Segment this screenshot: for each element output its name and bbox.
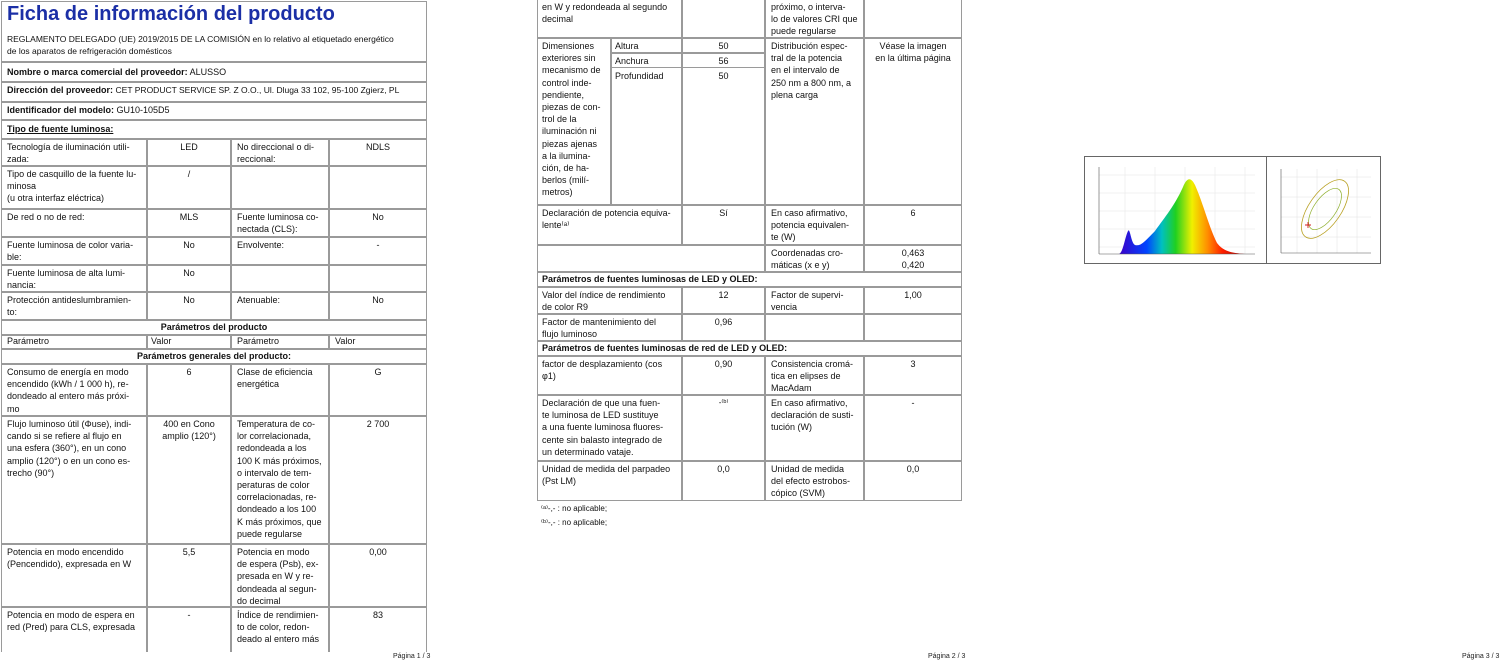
depth-label: Profundidad [615, 71, 664, 81]
macadam-ellipse-inner [1302, 183, 1348, 235]
page-2 [500, 0, 1000, 664]
cell [682, 0, 765, 38]
page-number: Página 3 / 3 [1462, 653, 1500, 660]
lumen-maintenance-label: Factor de mantenimiento del flujo luminoso [542, 317, 657, 340]
col-header-value-2: Valor [335, 336, 356, 346]
ellipse-chart-svg [1267, 157, 1380, 263]
on-mode-power-label: Potencia en modo encendido (Pencendido), expresada en W [7, 547, 132, 570]
supplier-name-line [7, 66, 425, 78]
chromaticity-label: Coordenadas cro- máticas (x e y) [771, 248, 844, 271]
envelope-label: Envolvente: [237, 240, 285, 250]
depth-value: 50 [718, 71, 729, 81]
flicker-label: Unidad de medida del parpadeo (Pst LM) [542, 464, 671, 487]
regulation-text: REGLAMENTO DELEGADO (UE) 2019/2015 DE LA COMISIÓN en lo relativo al etiquetado energético de los aparatos de refrigeración domésticos [7, 34, 394, 57]
svm-value: 0,0 [906, 464, 920, 474]
mains-label: De red o no de red: [7, 212, 85, 222]
spectral-distribution-label: Distribución espec- tral de la potencia en el intervalo de 250 nm a 800 nm, a plena carga [771, 41, 852, 100]
equivalent-power-value: 6 [910, 208, 916, 218]
on-mode-power-value: 5,5 [182, 547, 196, 557]
height-label: Altura [615, 41, 639, 51]
network-standby-label: Potencia en modo de espera en red (Pred) para CLS, expresada [7, 610, 136, 633]
cls-value: No [372, 212, 384, 222]
cap-type-value: / [187, 169, 191, 179]
cell [329, 265, 427, 292]
energy-consumption-value: 6 [186, 367, 192, 377]
macadam-value: 3 [910, 359, 916, 369]
dimensions-label: Dimensiones exteriores sin mecanismo de control inde- pendiente, piezas de con- trol de la iluminación ni piezas ajenas a la ilumina- ción, de ha- berlos (milí- metros) [542, 41, 601, 198]
ellipse-grid [1281, 169, 1371, 253]
supplier-address-line [7, 84, 425, 96]
col-header-param-2: Parámetro [237, 336, 280, 346]
standby-power-label: Potencia en modo de espera (Psb), ex- presada en W y re- dondeada al segun- do decimal [237, 547, 319, 606]
col-header-param: Parámetro [7, 336, 50, 346]
lighting-tech-label: Tecnología de iluminación utili- zada: [7, 142, 130, 165]
chromaticity-value: 0,463 0,420 [901, 248, 925, 271]
energy-consumption-label: Consumo de energía en modo encendido (kWh / 1 000 h), re- dondeado al entero más próxi- mo [7, 367, 130, 414]
mains-led-header: Parámetros de fuentes luminosas de red de LED y OLED: [542, 343, 788, 353]
macadam-label: Consistencia cromá- tica en elipses de MacAdam [771, 359, 854, 394]
colour-tunable-value: No [183, 240, 195, 250]
model-id-label: Identificador del modelo: [7, 105, 115, 115]
supplier-address-label: Dirección del proveedor: [7, 85, 114, 95]
equivalent-power-label: En caso afirmativo, potencia equivalen- te (W) [771, 208, 850, 243]
cap-type-label: Tipo de casquillo de la fuente lu- minosa (u otra interfaz eléctrica) [7, 169, 137, 204]
envelope-value: - [376, 240, 380, 250]
continued-cri-label: próximo, o interva- lo de valores CRI que puede regularse [771, 2, 858, 37]
page-title: Ficha de información del producto [7, 3, 335, 25]
spectral-curve [1119, 179, 1245, 254]
page-number: Página 1 / 3 [393, 653, 431, 660]
model-id-value: GU10-105D5 [116, 105, 170, 115]
ndls-value: NDLS [365, 142, 390, 152]
footnote-b: ⁽ᵇ⁾-,- : no aplicable; [541, 518, 608, 527]
displacement-factor-label: factor de desplazamiento (cos φ1) [542, 359, 663, 382]
spectral-distribution-chart [1084, 156, 1267, 264]
cell [537, 245, 765, 272]
height-value: 50 [718, 41, 729, 51]
cell [329, 416, 427, 544]
retrofit-claim-label: Declaración de que una fuen- te luminosa de LED sustituye a una fuente luminosa fluores- cente sin balasto integrado de un determinado vataje. [542, 398, 664, 457]
equivalent-power-claim-label: Declaración de potencia equiva- lente⁽ᵃ⁾ [542, 208, 671, 231]
dimmable-label: Atenuable: [237, 295, 281, 305]
supplier-address-value: CET PRODUCT SERVICE SP. Z O.O., Ul. Dluga 33 102, 95-100 Zgierz, PL [115, 85, 400, 95]
flicker-value: 0,0 [717, 464, 730, 474]
model-id-line [7, 104, 425, 116]
spectral-chart-svg [1085, 157, 1266, 263]
cct-label: Temperatura de co- lor correlacionada, redondeada a los 100 K más próximos, o intervalo de tem- peraturas de color correlacionadas, re- dondeado a los 100 K más próximos, que puede regularse [237, 419, 322, 539]
energy-class-label: Clase de eficiencia energética [237, 367, 313, 390]
colour-tunable-label: Fuente luminosa de color varia- ble: [7, 240, 134, 263]
high-luminance-value: No [183, 268, 195, 278]
cell [765, 314, 864, 341]
survival-label: Factor de supervi- vencia [771, 290, 844, 313]
product-params-header: Parámetros del producto [160, 322, 268, 332]
useful-flux-value: 400 en Cono amplio (120°) [162, 419, 216, 442]
col-header-value: Valor [151, 336, 172, 346]
width-value: 56 [718, 56, 729, 66]
anti-glare-value: No [183, 295, 195, 305]
r9-value: 12 [718, 290, 729, 300]
general-params-header: Parámetros generales del producto: [136, 351, 292, 361]
cell [231, 265, 329, 292]
lighting-tech-value: LED [180, 142, 198, 152]
page-3 [1000, 0, 1500, 664]
displacement-factor-value: 0,90 [714, 359, 733, 369]
cls-label: Fuente luminosa co- nectada (CLS): [237, 212, 319, 235]
energy-class-value: G [374, 367, 382, 377]
supplier-name-label: Nombre o marca comercial del proveedor: [7, 67, 188, 77]
network-standby-value: - [187, 610, 191, 620]
continued-standby-label: en W y redondeada al segundo decimal [542, 2, 668, 25]
width-label: Anchura [615, 56, 649, 66]
led-oled-header: Parámetros de fuentes luminosas de LED y OLED: [542, 274, 758, 284]
light-source-type-header: Tipo de fuente luminosa: [7, 124, 114, 134]
r9-label: Valor del índice de rendimiento de color R9 [542, 290, 666, 313]
useful-flux-label: Flujo luminoso útil (Φuse), indi- cando si se refiere al flujo en una esfera (360°), en un cono amplio (120°) o en un cono es- trecho (90°) [7, 419, 132, 478]
mains-value: MLS [179, 212, 199, 222]
survival-value: 1,00 [904, 290, 922, 300]
cct-value: 2 700 [366, 419, 390, 429]
retrofit-claim-value: -⁽ᵇ⁾ [718, 398, 729, 407]
high-luminance-label: Fuente luminosa de alta lumi- nancia: [7, 268, 126, 291]
cri-label: Índice de rendimien- to de color, redon- deado al entero más [237, 610, 320, 645]
lumen-maintenance-value: 0,96 [714, 317, 733, 327]
cell [864, 0, 962, 38]
cell [231, 166, 329, 209]
chromaticity-ellipse-chart [1266, 156, 1381, 264]
macadam-ellipse-outer [1292, 172, 1357, 246]
spectral-distribution-value: Véase la imagen en la última página [875, 41, 951, 64]
ndls-label: No direccional o di- reccional: [237, 142, 315, 165]
footnote-a: ⁽ᵃ⁾-,- : no aplicable; [541, 504, 608, 513]
retrofit-power-value: - [911, 398, 915, 408]
dimmable-value: No [372, 295, 384, 305]
page-1 [0, 0, 500, 664]
supplier-name-value: ALUSSO [189, 67, 227, 77]
retrofit-power-label: En caso afirmativo, declaración de susti- tución (W) [771, 398, 854, 433]
cri-value: 83 [372, 610, 383, 620]
page-number: Página 2 / 3 [928, 653, 966, 660]
cell [329, 166, 427, 209]
svm-label: Unidad de medida del efecto estrobos- cópico (SVM) [771, 464, 851, 499]
standby-power-value: 0,00 [369, 547, 387, 557]
equivalent-power-claim-value: Sí [719, 208, 728, 218]
cell [864, 314, 962, 341]
anti-glare-label: Protección antideslumbramien- to: [7, 295, 132, 318]
